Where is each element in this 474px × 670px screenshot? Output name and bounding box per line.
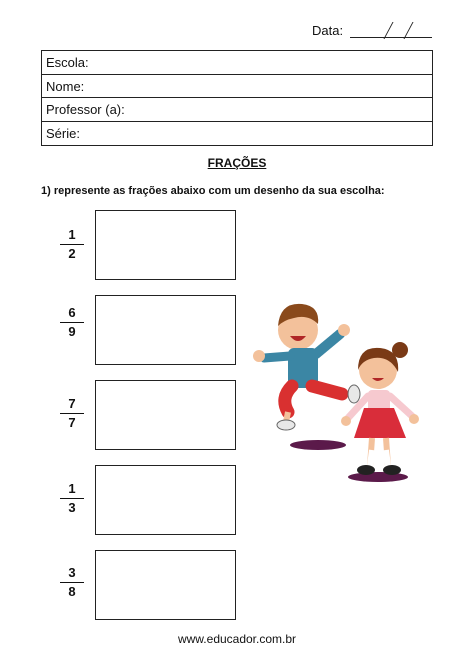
drawing-box-5[interactable] [95,550,236,620]
instruction: 1) represente as frações abaixo com um desenho da sua escolha: [41,185,385,197]
denominator: 3 [68,500,76,515]
form-label: Professor (a): [46,102,125,117]
fraction-bar [60,322,84,323]
fraction-1 [60,228,84,261]
form-row-name[interactable] [42,75,432,99]
form-label: Série: [46,125,80,141]
form-row-grade[interactable] [42,122,432,146]
drawing-box-3[interactable] [95,380,236,450]
fraction-bar [60,498,84,499]
drawing-box-4[interactable] [95,465,236,535]
numerator: 3 [68,565,76,580]
drawing-box-2[interactable] [95,295,236,365]
form-label: Nome: [46,78,85,94]
form-row-school[interactable] [42,51,432,75]
numerator: 1 [68,227,76,242]
fraction-5 [60,566,84,599]
denominator: 9 [68,324,76,339]
fraction-bar [60,413,84,414]
fraction-bar [60,582,84,583]
info-form [41,50,433,146]
date-line[interactable] [350,37,432,38]
denominator: 2 [68,246,76,261]
denominator: 7 [68,415,76,430]
drawing-box-1[interactable] [95,210,236,280]
numerator: 1 [68,481,76,496]
footer-url[interactable]: www.educador.com.br [177,632,297,646]
page-title: FRAÇÕES [207,156,267,170]
date-label: Data: [312,23,344,38]
numerator: 7 [68,396,76,411]
fraction-4 [60,482,84,515]
children-jumping-icon [250,290,420,490]
form-row-teacher[interactable] [42,98,432,122]
form-label: Escola: [46,55,89,70]
fraction-3 [60,397,84,430]
fraction-bar [60,244,84,245]
fraction-2 [60,306,84,339]
numerator: 6 [68,305,76,320]
denominator: 8 [68,584,76,599]
